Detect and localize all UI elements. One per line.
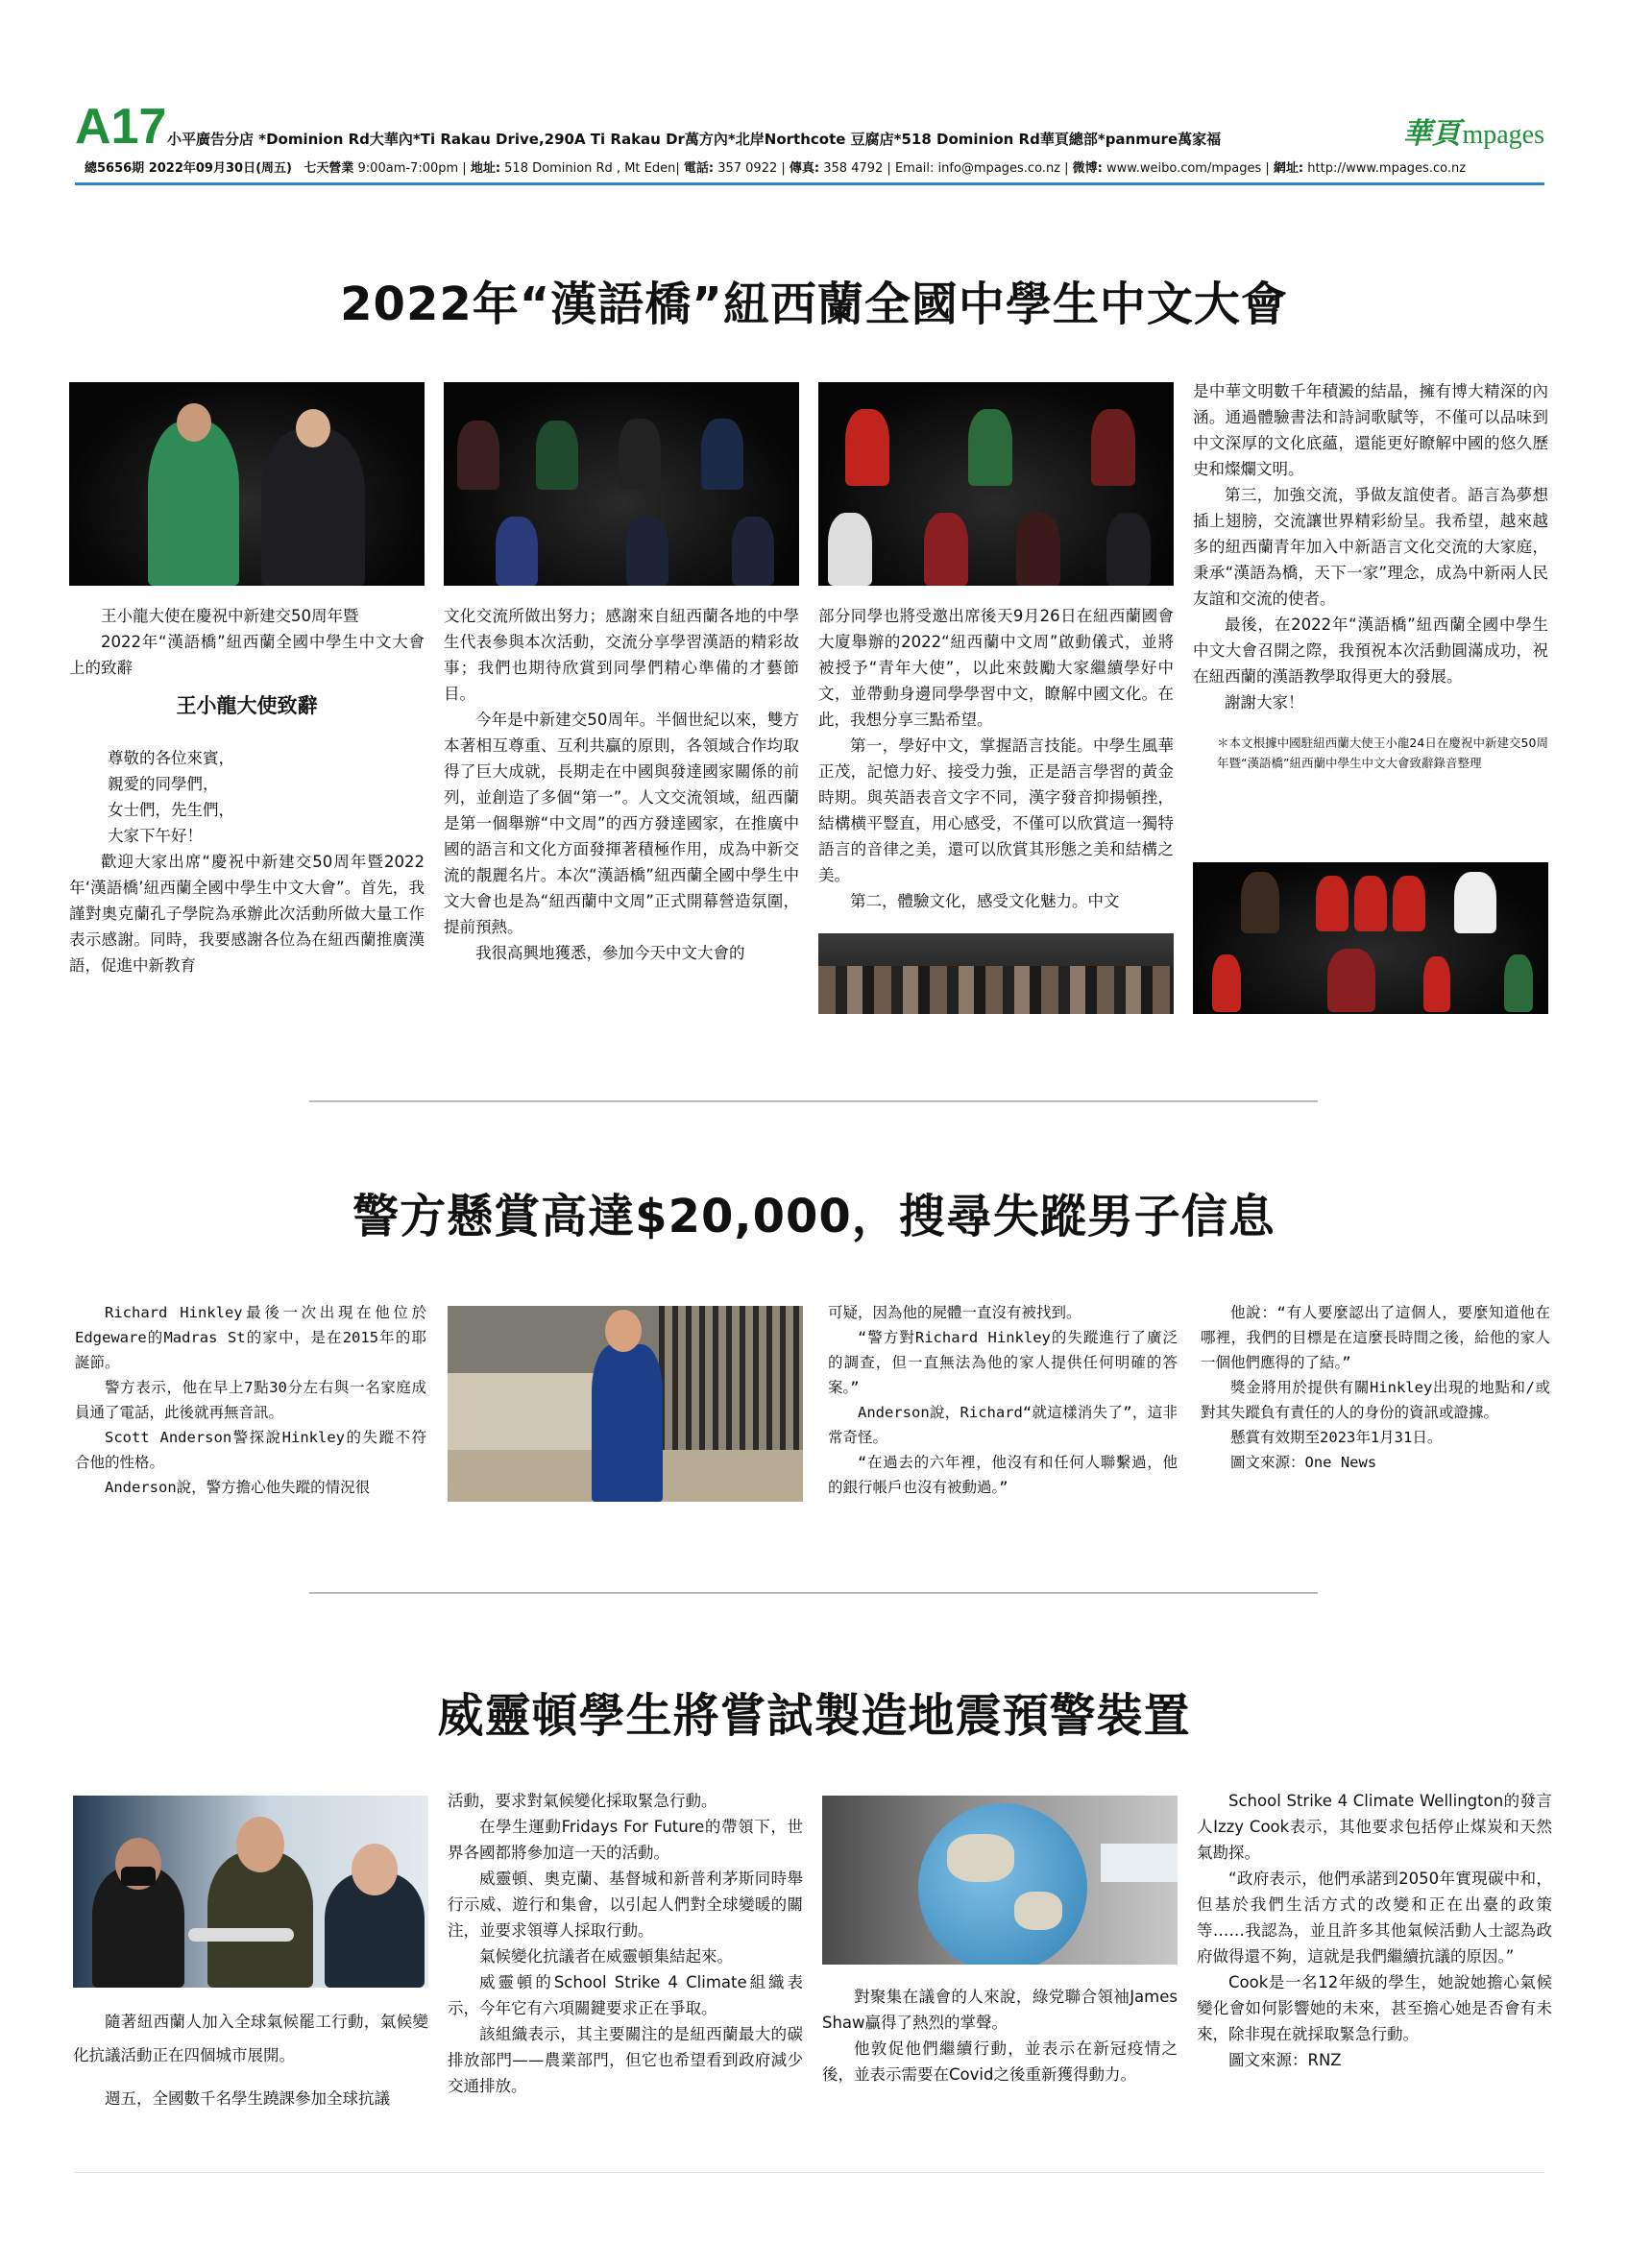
- image-source: 圖文來源：RNZ: [1228, 2051, 1342, 2069]
- mpages-logo: 華頁 mpages: [1402, 117, 1544, 151]
- photo-caption: 王小龍大使在慶祝中新建交50周年暨: [101, 607, 359, 625]
- masthead-rule: [75, 182, 1544, 185]
- article1-col3: 部分同學也將受邀出席後天9月26日在紐西蘭國會大廈舉辦的2022“紐西蘭中文周”啟動儀式，並將被授予“青年大使”，以此來鼓勵大家繼續學好中文，並帶動身邊同學學習中文，瞭解中國文化。在此，我想分享三點希望。 第一，學好中文，掌握語言技能。中學生風華正茂，記憶力好、接受力強，正是語言學習的黃金時期。與英語表音文字不同，漢字發音抑揚頓挫，結構横平豎直，用心感受，不僅可以欣賞這一獨特語言的音律之美，還可以欣賞其形態之美和結構之美。 第二，體驗文化，感受文化魅力。中文: [818, 607, 1174, 910]
- article2-col4: 他說：“有人要麼認出了這個人，要麼知道他在哪裡，我們的目標是在這麼長時間之後，給他的家人一個他們應得的了結。” 獎金將用於提供有關Hinkley出現的地點和/或對其失蹤負有責任的人的身份的資訊或證據。 懸賞有效期至2023年1月31日。 圖文來源：One News: [1201, 1300, 1550, 1475]
- article3-col3: 對聚集在議會的人來說，綠党聯合領袖James Shaw贏得了熱烈的掌聲。 他敦促他們繼續行動，並表示在新冠疫情之後，並表示需要在Covid之後重新獲得動力。: [822, 1988, 1178, 2084]
- performance-photo: [1193, 862, 1548, 1014]
- article2-col3: 可疑，因為他的屍體一直沒有被找到。 “警方對Richard Hinkley的失蹤進行了廣泛的調查，但一直無法為他的家人提供任何明確的答案。” Anderson說，Richard“就這樣消失了”，這非常奇怪。 “在過去的六年裡，他沒有和任何人聯繫過，他的銀行帳戶也沒有被動過。”: [828, 1304, 1178, 1496]
- article1-col4: 是中華文明數千年積澱的結晶，擁有博大精深的內涵。通過體驗書法和詩詞歌賦等，不僅可以品味到中文深厚的文化底蘊，還能更好瞭解中國的悠久歷史和燦爛文明。 第三，加強交流，爭做友誼使者。語言為夢想插上翅膀，交流讓世界精彩紛呈。我希望，越來越多的紐西蘭青年加入中新語言文化交流的大家庭，秉承“漢語為橋，天下一家”理念，成為中新兩人民友誼和交流的使者。 最後，在2022年“漢語橋”紐西蘭全國中學生中文大會召開之際，我預祝本次活動圓滿成功，祝在紐西蘭的漢語教學取得更大的發展。 謝謝大家！ ＊本文根據中國駐紐西蘭大使王小龍24日在慶祝中新建交50周年暨“漢語橋”紐西蘭中學生中文大會致辭錄音整理: [1193, 378, 1548, 773]
- website-link[interactable]: http://www.mpages.co.nz: [1307, 161, 1467, 176]
- divider: [309, 1592, 1318, 1594]
- issue-date: 總5656期 2022年09月30日(周五): [85, 161, 292, 176]
- source-note: ＊本文根據中國駐紐西蘭大使王小龍24日在慶祝中新建交50周年暨“漢語橋”紐西蘭中學生中文大會致辭錄音整理: [1217, 736, 1548, 770]
- weibo-link[interactable]: www.weibo.com/mpages: [1106, 161, 1262, 176]
- page-number: A17: [75, 99, 167, 155]
- article3-col4: School Strike 4 Climate Wellington的發言人Izzy Cook表示，其他要求包括停止煤炭和天然氣勘探。 “政府表示，他們承諾到2050年實現碳中和，但基於我們生活方式的改變和正在出臺的政策等……我認為，並且許多其他氣候活動人士認為政府做得還不夠，這就是我們繼續抗議的原因。” Cook是一名12年級的學生，她說她擔心氣候變化會如何影響她的未來，甚至擔心她是否會有未來，除非現在就採取緊急行動。 圖文來源：RNZ: [1197, 1788, 1552, 2073]
- globe-photo: [822, 1796, 1178, 1965]
- image-source: 圖文來源：One News: [1230, 1454, 1377, 1471]
- bottom-rule: [75, 2172, 1544, 2173]
- students-photo-2: [818, 382, 1174, 586]
- article3-col2: 活動，要求對氣候變化採取緊急行動。 在學生運動Fridays For Future的帶領下，世界各國都將參加這一天的活動。 威靈頓、奧克蘭、基督城和新普利茅斯同時舉行示威、遊行和集會，以引起人們對全球變暖的關注，並要求領導人採取行動。 氣候變化抗議者在威靈頓集結起來。 威靈頓的School Strike 4 Climate組織表示，今年它有六項關鍵要求正在爭取。 該組織表示，其主要關注的是紐西蘭最大的碳排放部門——農業部門，但它也希望看到政府減少交通排放。: [448, 1792, 803, 2095]
- masthead: [75, 100, 1544, 188]
- email-link[interactable]: Email: info@mpages.co.nz: [894, 161, 1061, 176]
- missing-man-photo: [448, 1306, 803, 1502]
- students-drone-photo: [73, 1796, 428, 1988]
- divider: [309, 1100, 1318, 1102]
- ambassador-photo: [69, 382, 425, 586]
- article3-col1: 隨著紐西蘭人加入全球氣候罷工行動，氣候變化抗議活動正在四個城市展開。 週五，全國數千名學生蹺課參加全球抗議: [73, 2005, 428, 2115]
- audience-photo: [818, 933, 1174, 1014]
- article1-col2: 文化交流所做出努力；感謝來自紐西蘭各地的中學生代表參與本次活動，交流分享學習漢語的精彩故事；我們也期待欣賞到同學們精心準備的才藝節目。 今年是中新建交50周年。半個世紀以來，雙方本著相互尊重、互利共贏的原則，各領域合作均取得了巨大成就，長期走在中國與發達國家關係的前列，並創造了多個“第一”。人文交流領域，紐西蘭是第一個舉辦“中文周”的西方發達國家，在推廣中國的語言和文化方面發揮著積極作用，成為中新交流的靚麗名片。本次“漢語橋”紐西蘭全國中學生中文大會也是為“紐西蘭中文周”正式開幕營造氛圍，提前預熱。 我很高興地獲悉，參加今天中文大會的: [444, 607, 799, 962]
- paragraph: 歡迎大家出席“慶祝中新建交50周年暨2022年‘漢語橋’紐西蘭全國中學生中文大會”。首先，我謹對奧克蘭孔子學院為承辦此次活動所做大量工作表示感謝。同時，我要感謝各位為在紐西蘭推廣漢語，促進中新教育: [69, 853, 425, 975]
- branch-list: 小平廣告分店 *Dominion Rd大華內*Ti Rakau Drive,290A Ti Rakau Dr萬方內*北岸Northcote 豆腐店*518 Dominion Rd華頁總部*panmure萬家福: [167, 131, 1222, 148]
- speech-title: 王小龍大使致辭: [176, 693, 318, 717]
- article3-headline: 威靈頓學生將嘗試製造地震預警裝置: [437, 1689, 1191, 1743]
- students-photo-1: [444, 382, 799, 586]
- article1-headline: 2022年“漢語橋”紐西蘭全國中學生中文大會: [340, 277, 1288, 331]
- article1-col1: 王小龍大使在慶祝中新建交50周年暨 2022年“漢語橋”紐西蘭全國中學生中文大會上的致辭 王小龍大使致辭 尊敬的各位來賓， 親愛的同學們， 女士們，先生們， 大家下午好！ 歡迎大家出席“慶祝中新建交50周年暨2022年‘漢語橋’紐西蘭全國中學生中文大會”。首先，我謹對奧克蘭孔子學院為承辦此次活動所做大量工作表示感謝。同時，我要感謝各位為在紐西蘭推廣漢語，促進中新教育: [69, 603, 425, 978]
- photo-caption: 隨著紐西蘭人加入全球氣候罷工行動，氣候變化抗議活動正在四個城市展開。: [73, 2013, 428, 2064]
- article2-headline: 警方懸賞高達$20,000，搜尋失蹤男子信息: [352, 1190, 1276, 1243]
- masthead-info: 總5656期 2022年09月30日(周五) 七天營業 9:00am-7:00pm | 地址: 518 Dominion Rd , Mt Eden| 電話: 357 0922 | 傳真: 358 4792 | Email: info@mpages.co.nz | 微博: www.weibo.com/mpages | 網址: http://www.mpages.co.nz: [85, 161, 1467, 176]
- article2-col1: Richard Hinkley最後一次出現在他位於Edgeware的Madras St的家中，是在2015年的耶誕節。 警方表示，他在早上7點30分左右與一名家庭成員通了電話，此後就再無音訊。 Scott Anderson警探說Hinkley的失蹤不符合他的性格。 Anderson說，警方擔心他失蹤的情況很: [75, 1304, 426, 1496]
